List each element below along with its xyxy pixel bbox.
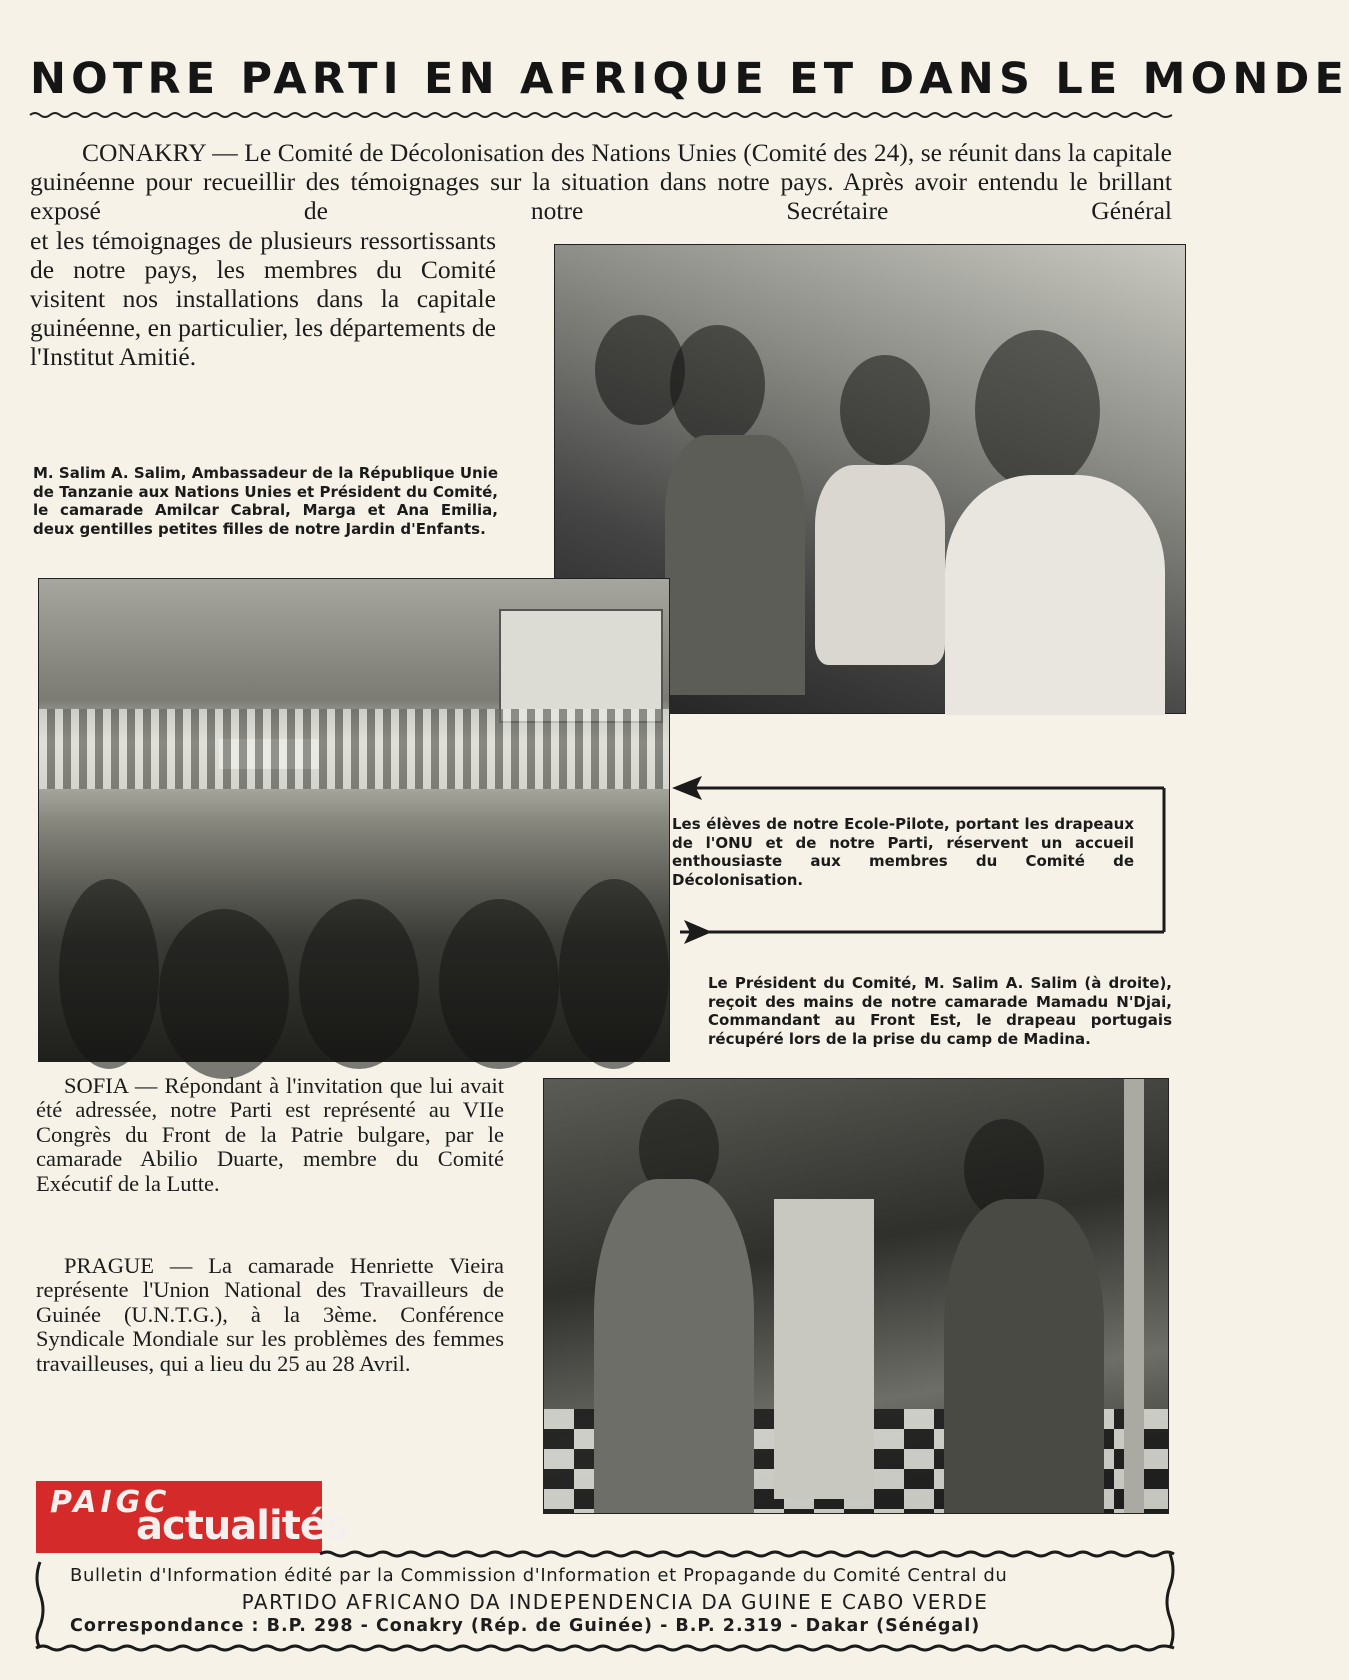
intro-paragraph-top (30, 138, 1172, 225)
photo3-caption: Le Président du Comité, M. Salim A. Salim (à droite), reçoit des mains de notre camarade Mamadu N'Djai, Commandant au Front Est, le drapeau portugais récupéré lors de la prise du camp de Madina. (708, 974, 1172, 1048)
footer-correspondance: Correspondance : B.P. 298 - Conakry (Rép. de Guinée) - B.P. 2.319 - Dakar (Sénégal) (70, 1616, 981, 1636)
prague-text: PRAGUE — La camarade Henriette Vieira représente l'Union National des Travailleurs de Guinée (U.N.T.G.), à la 3ème. Conférence Syndicale Mondiale sur les problèmes des femmes travailleuses, qui a lieu du 25 au 28 Avril. (36, 1253, 504, 1376)
photo-school-welcome (38, 578, 670, 1062)
logo-paigc-text: PAIGC (50, 1485, 171, 1520)
paigc-actualites-logo (36, 1481, 349, 1553)
intro-column-text: et les témoignages de plusieurs ressortissants de notre pays, les membres du Comité visitent nos installations dans la capitale guinéenne, en particulier, les départements de l'Institut Amitié. (30, 226, 496, 371)
intro-top-text: CONAKRY — Le Comité de Décolonisation des Nations Unies (Comité des 24), se réunit dans la capitale guinéenne pour recueillir des témoignages sur la situation dans notre pays. Après avoir entendu le brillant exposé de notre Secrétaire Général (30, 138, 1172, 225)
footer-bulletin-line: Bulletin d'Information édité par la Commission d'Information et Propagande du Comité Central du (70, 1565, 1008, 1586)
page-title: NOTRE PARTI EN AFRIQUE ET DANS LE MONDE (30, 54, 1349, 104)
logo-actualites-text: actualités (136, 1503, 349, 1549)
sofia-text: SOFIA — Répondant à l'invitation que lui avait été adressée, notre Parti est représenté au VIIe Congrès du Front de la Patrie bulgare, par le camarade Abilio Duarte, membre du Comité Exécutif de la Lutte. (36, 1073, 504, 1196)
photo2-caption: Les élèves de notre Ecole-Pilote, portant les drapeaux de l'ONU et de notre Parti, réservent un accueil enthousiaste aux membres du Comité de Décolonisation. (672, 815, 1134, 889)
intro-paragraph-column (30, 226, 496, 371)
sofia-paragraph (36, 1074, 504, 1196)
footer-party-name: PARTIDO AFRICANO DA INDEPENDENCIA DA GUINE E CABO VERDE (241, 1590, 989, 1614)
photo-flag-handover (543, 1078, 1169, 1514)
photo1-caption: M. Salim A. Salim, Ambassadeur de la République Unie de Tanzanie aux Nations Unies et Président du Comité, le camarade Amilcar Cabral, Marga et Ana Emilia, deux gentilles petites filles de notre Jardin d'Enfants. (33, 464, 498, 538)
prague-paragraph (36, 1254, 504, 1376)
title-wavy-rule (30, 110, 1172, 120)
